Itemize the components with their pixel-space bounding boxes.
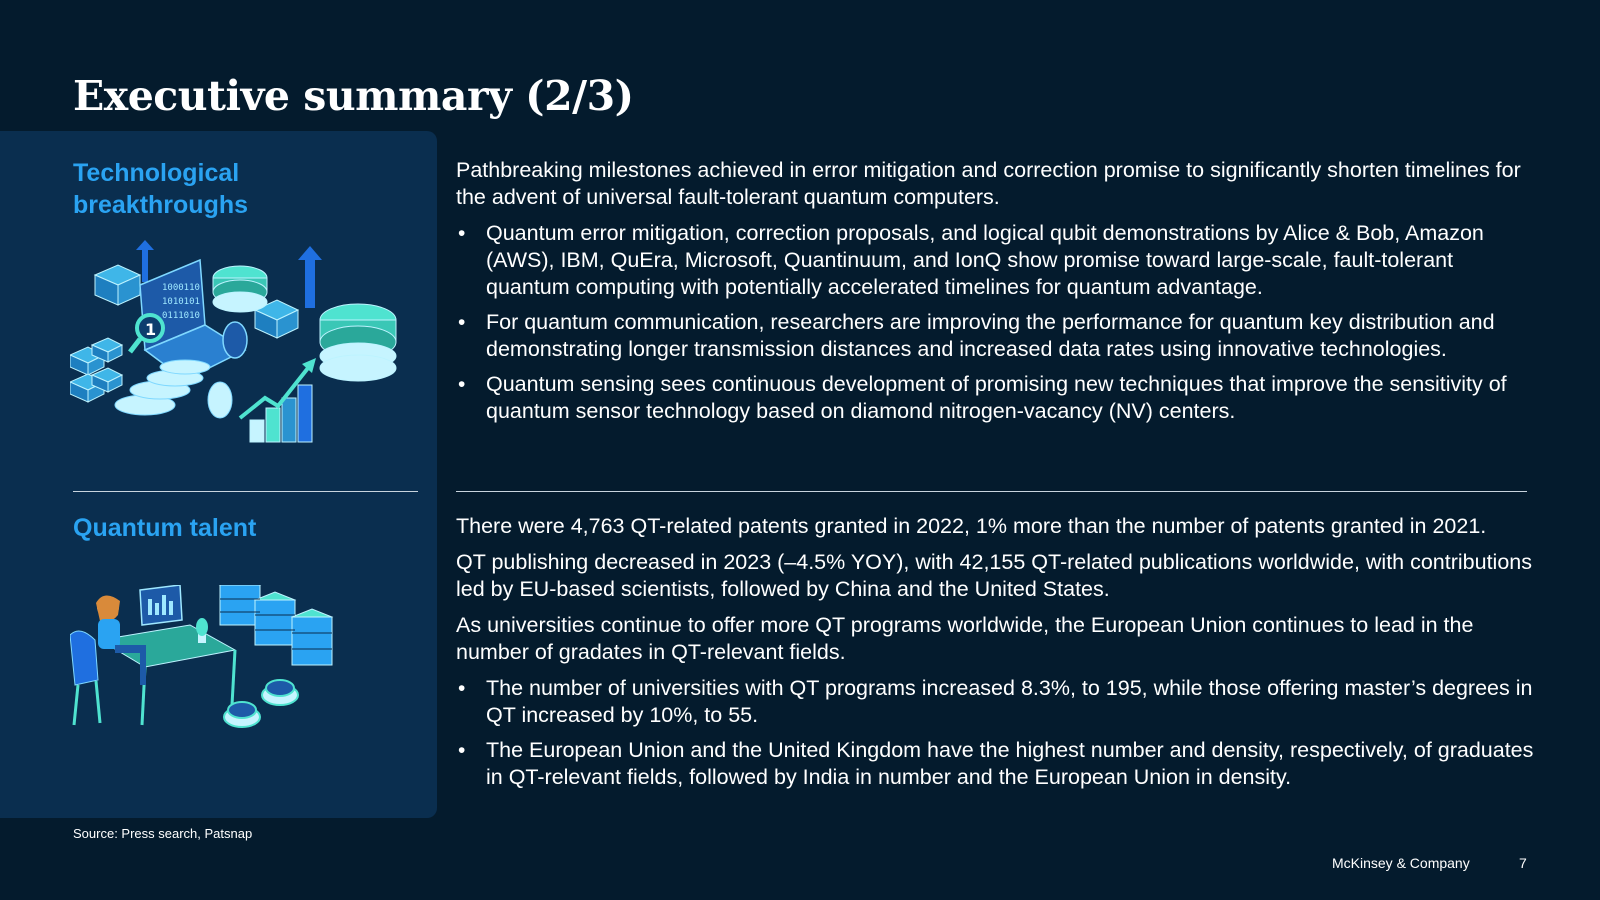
bullet-icon: • (458, 373, 466, 396)
list-item: • Quantum error mitigation, correction proposals, and logical qubit demonstrations by Alice & Bob, Amazon (AWS), IBM, QuEra, Microsoft, Quantinuum, and IonQ show promise toward large-scale, fault-tolerant quantum computing with potentially accelerated timelines for quantum advantage. (458, 221, 1484, 299)
divider-right (456, 491, 1527, 492)
bullet-icon: • (458, 311, 466, 334)
quantum-computing-illustration-icon (70, 240, 410, 455)
talent-para-publishing: QT publishing decreased in 2023 (–4.5% YOY), with 42,155 QT-related publications worldwide, with contributions led by EU-based scientists, followed by China and the United States. (456, 550, 1532, 601)
tech-intro: Pathbreaking milestones achieved in error mitigation and correction promise to significantly shorten timelines for the advent of universal fault-tolerant quantum computers. (456, 158, 1521, 209)
bullet-icon: • (458, 222, 466, 245)
talent-para-patents: There were 4,763 QT-related patents granted in 2022, 1% more than the number of patents granted in 2021. (456, 514, 1487, 538)
source-note: Source: Press search, Patsnap (73, 826, 253, 841)
bullet-icon: • (458, 739, 466, 762)
talent-para-universities: As universities continue to offer more QT programs worldwide, the European Union continues to lead in the number of gradates in QT-relevant fields. (456, 613, 1474, 664)
page-number: 7 (1519, 855, 1527, 871)
slide-title: Executive summary (2/3) (73, 72, 634, 120)
list-item: • The number of universities with QT programs increased 8.3%, to 195, while those offering master’s degrees in QT increased by 10%, to 55. (458, 676, 1533, 727)
bullet-icon: • (458, 677, 466, 700)
footer-brand: McKinsey & Company (1332, 855, 1470, 871)
list-item: • For quantum communication, researchers are improving the performance for quantum key distribution and demonstrating longer transmission distances and increased data rates using innovative technologies. (458, 310, 1495, 361)
researcher-at-desk-illustration-icon (70, 585, 350, 745)
tech-binary-line-3: 0111010 (162, 311, 200, 321)
talent-bullet-list (456, 675, 1536, 791)
section-label-talent: Quantum talent (73, 514, 257, 542)
list-item: • Quantum sensing sees continuous development of promising new techniques that improve the sensitivity of quantum sensor technology based on diamond nitrogen-vacancy (NV) centers. (458, 372, 1507, 423)
tech-binary-line-2: 1010101 (162, 297, 200, 307)
divider-left (73, 491, 418, 492)
tech-badge-label: 1 (145, 320, 157, 339)
section-label-tech: Technological breakthroughs (73, 159, 249, 219)
tech-binary-line-1: 1000110 (162, 283, 200, 293)
tech-bullet-list (456, 220, 1536, 425)
tech-content (456, 157, 1536, 433)
list-item: • The European Union and the United Kingdom have the highest number and density, respectively, of graduates in QT-relevant fields, followed by India in number and the European Union in density. (458, 738, 1534, 789)
talent-content (456, 513, 1536, 799)
